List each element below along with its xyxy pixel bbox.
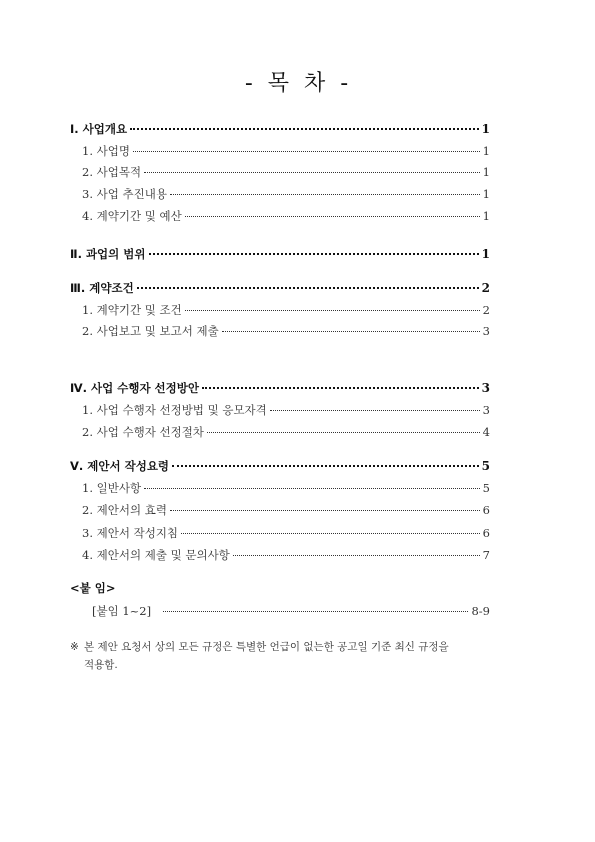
toc-entry-page: 1 <box>481 122 490 136</box>
toc-entry-1-2[interactable] <box>70 164 490 180</box>
toc-entry-4-2[interactable] <box>70 424 490 440</box>
toc-entry-label: 1. 사업명 <box>82 144 130 158</box>
toc-entry-page: 3 <box>482 403 490 417</box>
toc-entry-page: 3 <box>482 324 490 338</box>
toc-entry-label: 2. 사업목적 <box>82 165 142 179</box>
dot-leader <box>144 172 480 173</box>
dot-leader <box>185 310 480 311</box>
toc-entry-1-4[interactable] <box>70 208 490 224</box>
toc-entry-label: Ⅰ. 사업개요 <box>70 122 128 136</box>
toc-entry-page: 7 <box>482 548 490 562</box>
toc-entry-5-2[interactable] <box>70 502 490 518</box>
footnote <box>70 638 530 674</box>
toc-entry-section-2[interactable] <box>70 246 490 262</box>
toc-entry-label: 1. 계약기간 및 조건 <box>82 303 182 317</box>
toc-entry-5-1[interactable] <box>70 480 490 496</box>
toc-entry-4-1[interactable] <box>70 402 490 418</box>
toc-entry-3-1[interactable] <box>70 302 490 318</box>
footnote-text-2: 적용함. <box>84 659 118 671</box>
toc-entry-label: Ⅴ. 제안서 작성요령 <box>70 459 170 473</box>
dot-leader <box>202 387 479 389</box>
toc-entry-section-4[interactable] <box>70 380 490 396</box>
toc-entry-label: 2. 사업 수행자 선정절차 <box>82 425 204 439</box>
toc-entry-label: 3. 사업 추진내용 <box>82 187 167 201</box>
toc-entry-page: 2 <box>482 303 490 317</box>
toc-entry-page: 6 <box>482 526 490 540</box>
dot-leader <box>170 194 480 195</box>
toc-entry-1-1[interactable] <box>70 143 490 159</box>
toc-entry-page: 1 <box>482 187 490 201</box>
toc-entry-page: 6 <box>482 503 490 517</box>
dot-leader <box>144 488 480 489</box>
toc-entry-label: 1. 일반사항 <box>82 481 142 495</box>
toc-entry-label: 1. 사업 수행자 선정방법 및 응모자격 <box>82 403 267 417</box>
toc-entry-page: 1 <box>482 165 490 179</box>
toc-entry-section-1[interactable] <box>70 121 490 137</box>
toc-entry-3-2[interactable] <box>70 323 490 339</box>
dot-leader <box>270 410 480 411</box>
toc-entry-1-3[interactable] <box>70 186 490 202</box>
toc-entry-page: 2 <box>481 281 490 295</box>
reference-mark-icon: ※ <box>70 641 79 653</box>
toc-entry-page: 1 <box>481 247 490 261</box>
toc-entry-section-3[interactable] <box>70 280 490 296</box>
toc-entry-page: 5 <box>481 459 490 473</box>
dot-leader <box>185 216 480 217</box>
footnote-text-1: 본 제안 요청서 상의 모든 규정은 특별한 언급이 없는한 공고일 기준 최신 규정을 <box>84 641 449 653</box>
dot-leader <box>170 510 480 511</box>
footnote-line-1 <box>70 638 530 656</box>
dot-leader <box>207 432 480 433</box>
toc-entry-5-3[interactable] <box>70 525 490 541</box>
toc-entry-label: 2. 제안서의 효력 <box>82 503 167 517</box>
toc-entry-label: Ⅱ. 과업의 범위 <box>70 247 146 261</box>
toc-entry-label: [붙임 1~2] <box>92 604 152 618</box>
toc-entry-label: 4. 계약기간 및 예산 <box>82 209 182 223</box>
dot-leader <box>222 331 480 332</box>
toc-entry-page: 8-9 <box>471 604 490 618</box>
dot-leader <box>137 287 479 289</box>
dot-leader <box>233 555 480 556</box>
toc-entry-section-5[interactable] <box>70 458 490 474</box>
appendix-heading: <붙 임> <box>70 581 116 595</box>
page-title: - 목 차 - <box>244 71 351 96</box>
dot-leader <box>172 465 479 467</box>
toc-entry-5-4[interactable] <box>70 547 490 563</box>
toc-entry-label: 2. 사업보고 및 보고서 제출 <box>82 324 219 338</box>
dot-leader <box>181 533 480 534</box>
toc-entry-appendix[interactable] <box>70 603 490 619</box>
dot-leader <box>163 611 468 612</box>
toc-entry-label: Ⅳ. 사업 수행자 선정방안 <box>70 381 199 395</box>
dot-leader <box>149 253 479 255</box>
toc-entry-page: 5 <box>482 481 490 495</box>
toc-entry-label: 3. 제안서 작성지침 <box>82 526 179 540</box>
toc-entry-page: 1 <box>482 209 490 223</box>
toc-entry-page: 4 <box>482 425 490 439</box>
dot-leader <box>130 128 479 130</box>
toc-entry-label: Ⅲ. 계약조건 <box>70 281 134 295</box>
toc-entry-page: 3 <box>481 381 490 395</box>
toc-entry-page: 1 <box>482 144 490 158</box>
dot-leader <box>133 151 480 152</box>
toc-entry-label: 4. 제안서의 제출 및 문의사항 <box>82 548 230 562</box>
